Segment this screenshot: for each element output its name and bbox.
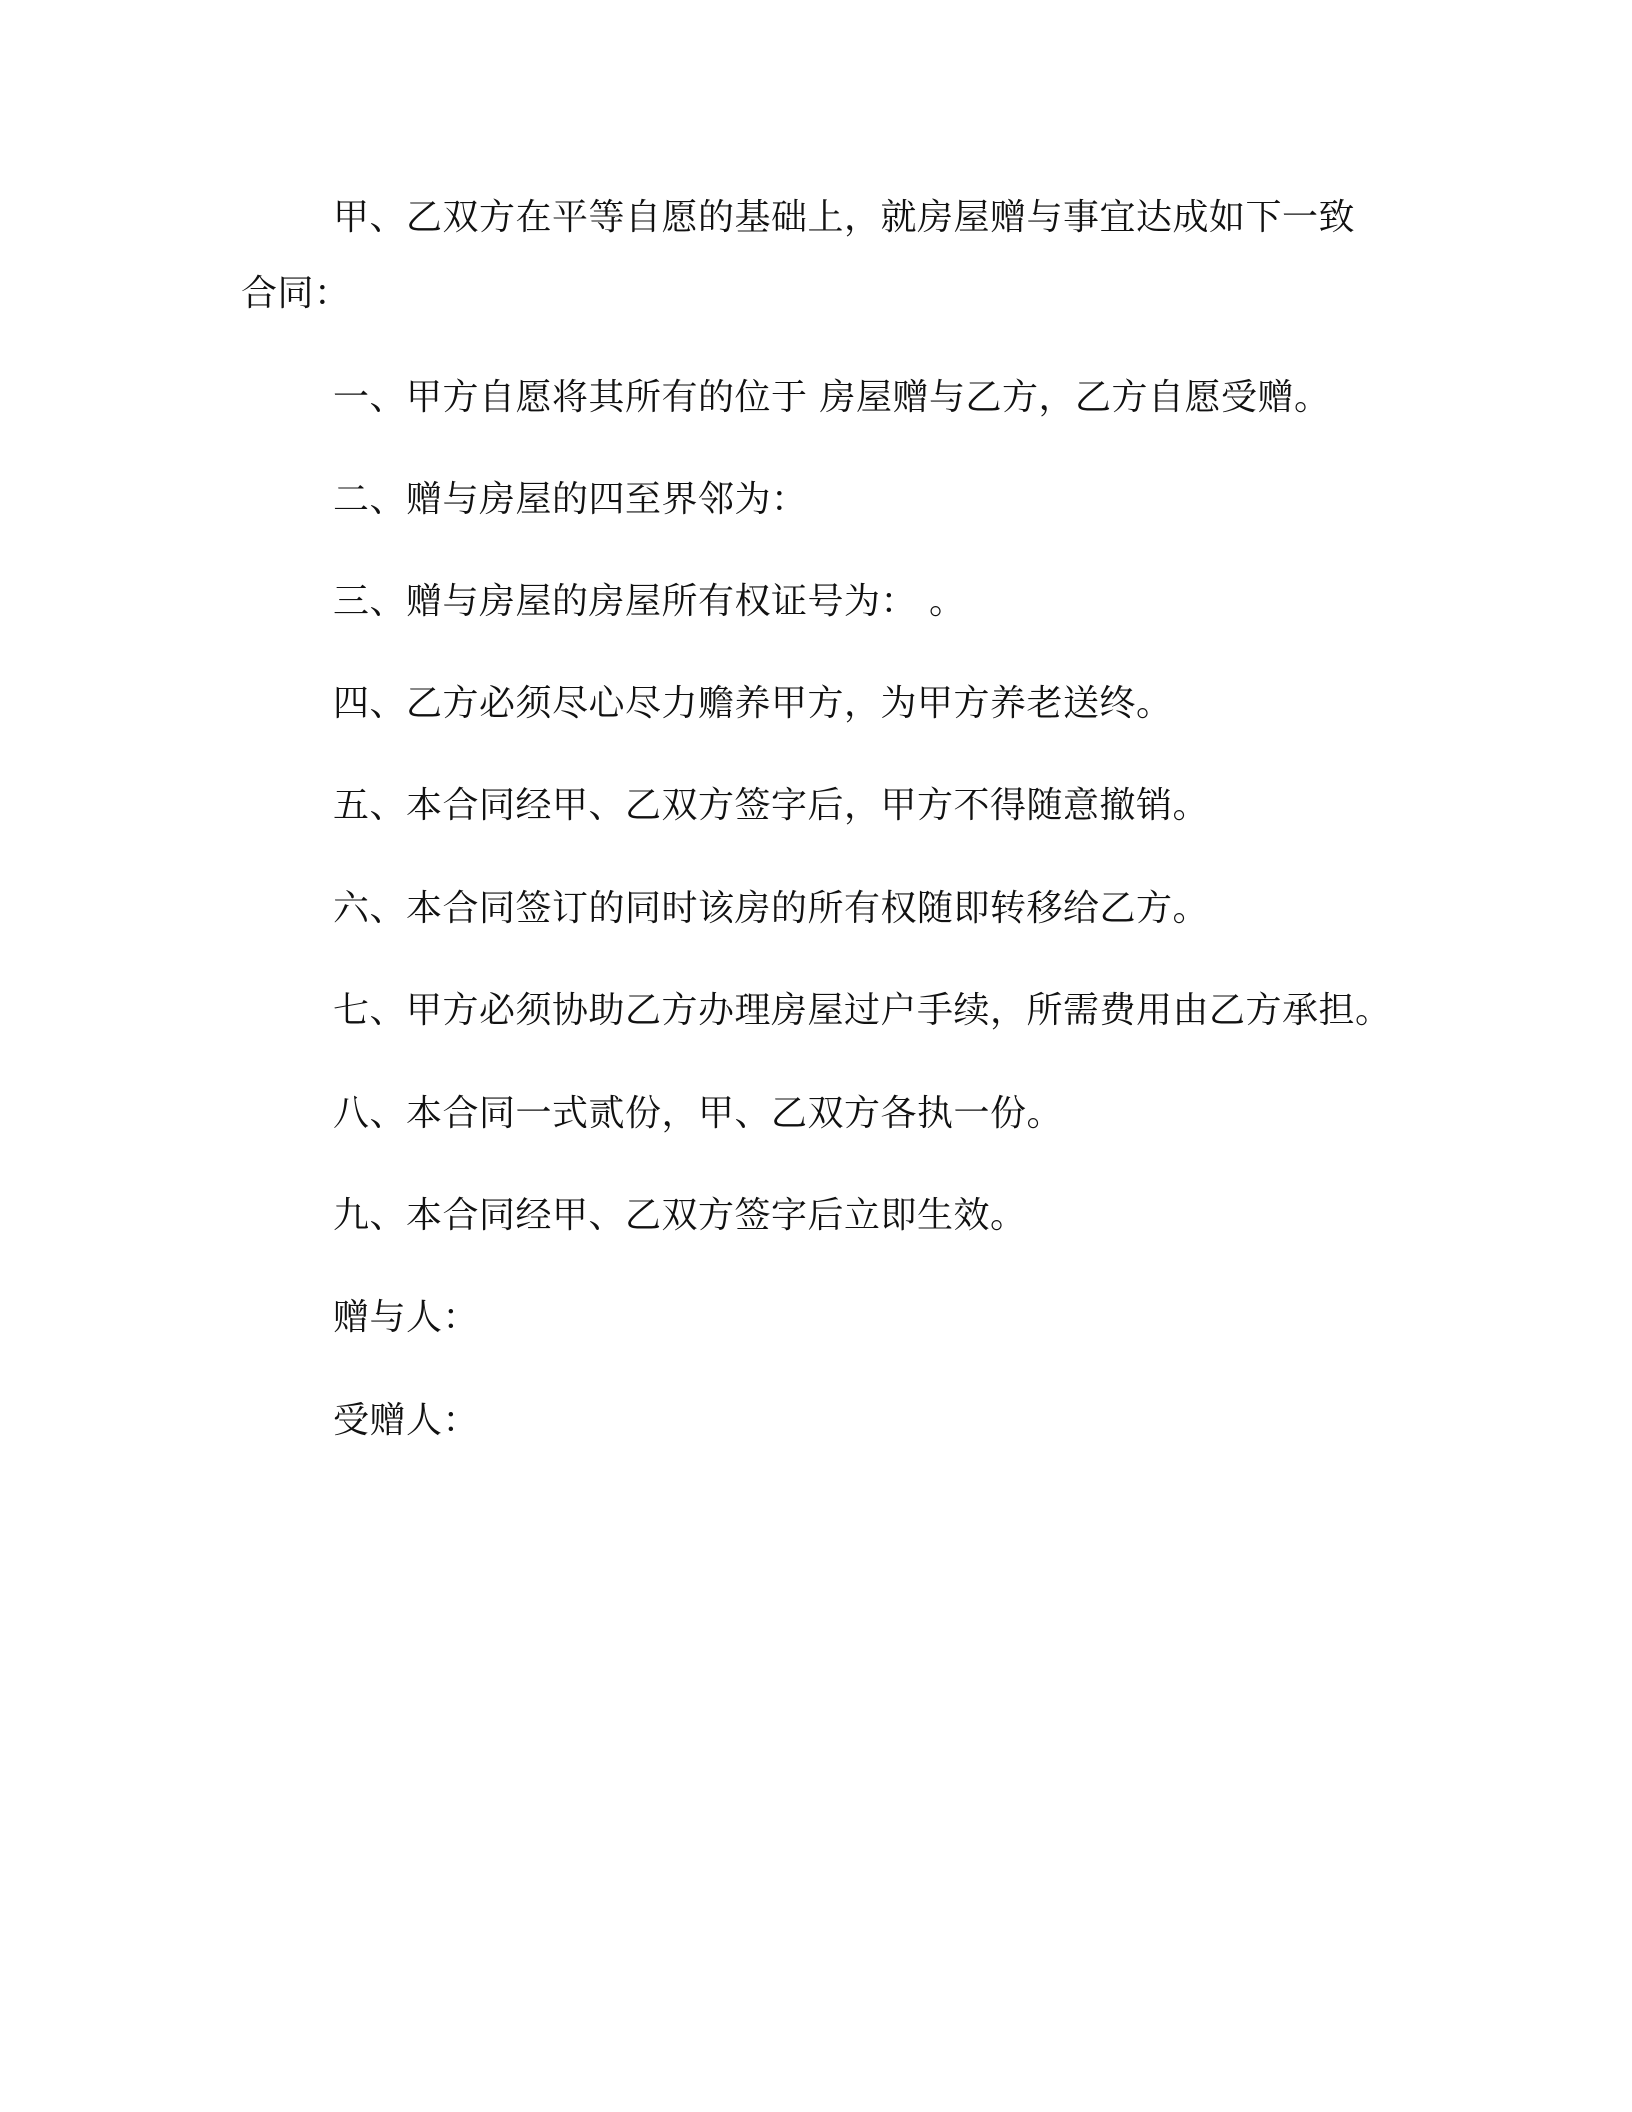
clause-4: 四、乙方必须尽心尽力赡养甲方，为甲方养老送终。 bbox=[333, 683, 1173, 724]
clause-5: 五、本合同经甲、乙双方签字后，甲方不得随意撤销。 bbox=[333, 785, 1210, 826]
clause-6: 六、本合同签订的同时该房的所有权随即转移给乙方。 bbox=[333, 888, 1210, 929]
intro-line-2: 合同： bbox=[241, 273, 351, 314]
clause-8: 八、本合同一式贰份，甲、乙双方各执一份。 bbox=[333, 1093, 1064, 1134]
clause-7: 七、甲方必须协助乙方办理房屋过户手续，所需费用由乙方承担。 bbox=[333, 990, 1392, 1031]
clause-1: 一、甲方自愿将其所有的位于 房屋赠与乙方，乙方自愿受赠。 bbox=[333, 377, 1331, 418]
donor-signature-label: 赠与人： bbox=[333, 1297, 480, 1338]
donee-signature-label: 受赠人： bbox=[333, 1400, 480, 1441]
intro-line-1: 甲、乙双方在平等自愿的基础上，就房屋赠与事宜达成如下一致 bbox=[333, 197, 1356, 238]
clause-9: 九、本合同经甲、乙双方签字后立即生效。 bbox=[333, 1195, 1027, 1236]
clause-2: 二、赠与房屋的四至界邻为： bbox=[333, 479, 808, 520]
clause-3: 三、赠与房屋的房屋所有权证号为： 。 bbox=[333, 581, 966, 622]
